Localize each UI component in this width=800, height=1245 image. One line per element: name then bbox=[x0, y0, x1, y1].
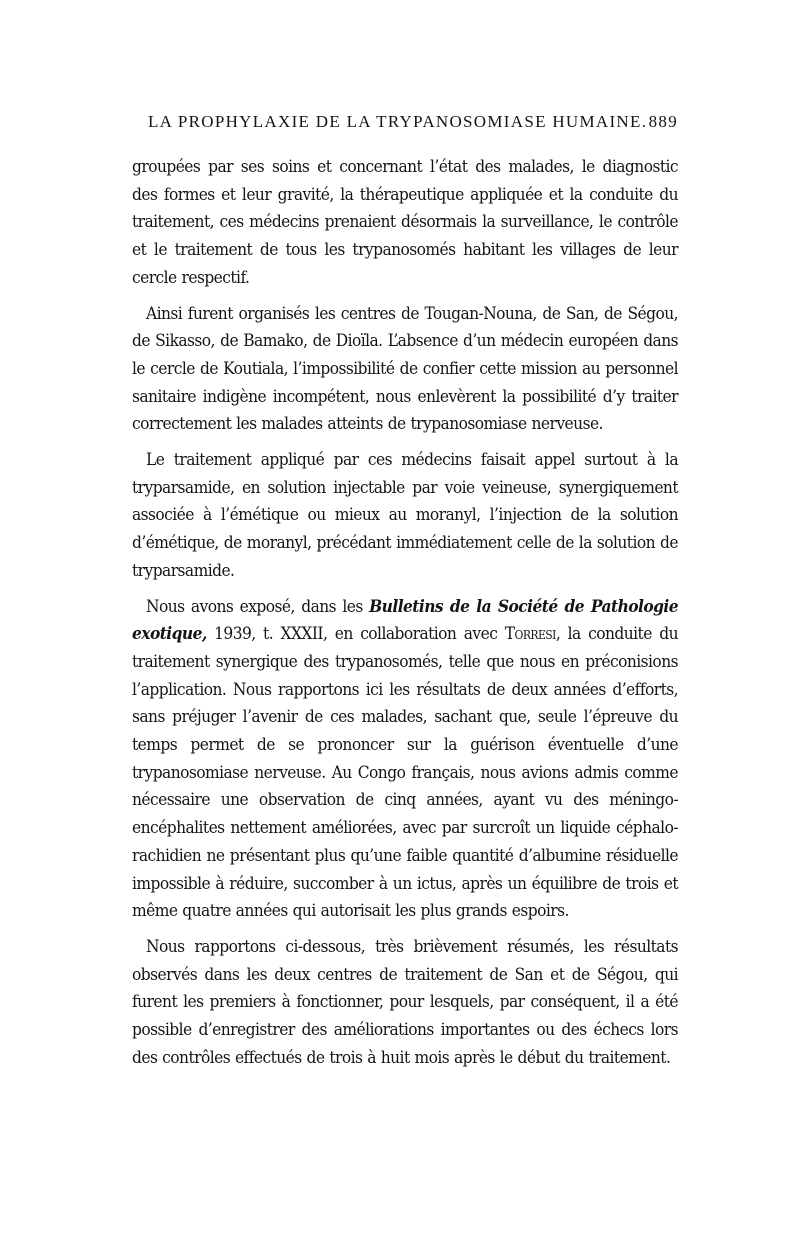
body-text bbox=[132, 154, 678, 1073]
paragraph-5: Nous rapportons ci-dessous, très brièvement résumés, les résultats observés dans les deux centres de traitement de San et de Ségou, qui furent les premiers à fonctionner, pour lesquels, par conséquent, il a été possible d’enregistrer des améliorations importantes ou des échecs lors des contrôles effectués de trois à huit mois après le début du traitement. bbox=[132, 936, 678, 1068]
running-title: LA PROPHYLAXIE DE LA TRYPANOSOMIASE HUMAINE. bbox=[148, 112, 648, 131]
paragraph-4-post: , la conduite du traitement synergique des trypanosomés, telle que nous en préconisions l’application. Nous rapportons ici les résultats de deux années d’efforts, sans préjuger l’avenir de ces malades, sachant que, seule l’épreuve du temps permet de se prononcer sur la guérison éventuelle d’une trypanosomiase nerveuse. Au Congo français, nous avions admis comme nécessaire une observation de cinq années, ayant vu des méningo-encéphalites nettement améliorées, avec par surcroît un liquide céphalo-rachidien ne présentant plus qu’une faible quantité d’albumine résiduelle impossible à réduire, succomber à un ictus, après un équilibre de trois et même quatre années qui autorisait les plus grands espoirs. bbox=[132, 624, 678, 922]
paragraph-4-mid: 1939, t. XXXII, en collaboration avec bbox=[206, 624, 505, 645]
paragraph-3: Le traitement appliqué par ces médecins faisait appel surtout à la tryparsamide, en solution injectable par voie veineuse, synergiquement associée à l’émétique ou mieux au moranyl, l’injection de la solution d’émétique, de moranyl, précédant immédiatement celle de la solution de tryparsamide. bbox=[132, 450, 678, 581]
author-name: Torresi bbox=[504, 624, 556, 645]
paragraph-4 bbox=[132, 594, 678, 926]
paragraph-2: Ainsi furent organisés les centres de Tougan-Nouna, de San, de Ségou, de Sikasso, de Bamako, de Dioïla. L’absence d’un médecin européen dans le cercle de Koutiala, l’impossibilité de confier cette mission au personnel sanitaire indigène incompétent, nous enlevèrent la possibilité d’y traiter correctement les malades atteints de trypanosomiase nerveuse. bbox=[132, 303, 678, 435]
journal-title: Bulletins de la Société de Pathologie exotique, bbox=[132, 596, 678, 645]
page-number: 889 bbox=[648, 112, 678, 131]
paragraph-4-pre: Nous avons exposé, dans les bbox=[146, 596, 370, 617]
paragraph-1: groupées par ses soins et concernant l’état des malades, le diagnostic des formes et leur gravité, la thérapeutique appliquée et la conduite du traitement, ces médecins prenaient désormais la surveillance, le contrôle et le traitement de tous les trypanosomés habitant les villages de leur cercle respectif. bbox=[132, 157, 678, 288]
running-head bbox=[148, 112, 678, 134]
book-page bbox=[132, 112, 678, 1073]
